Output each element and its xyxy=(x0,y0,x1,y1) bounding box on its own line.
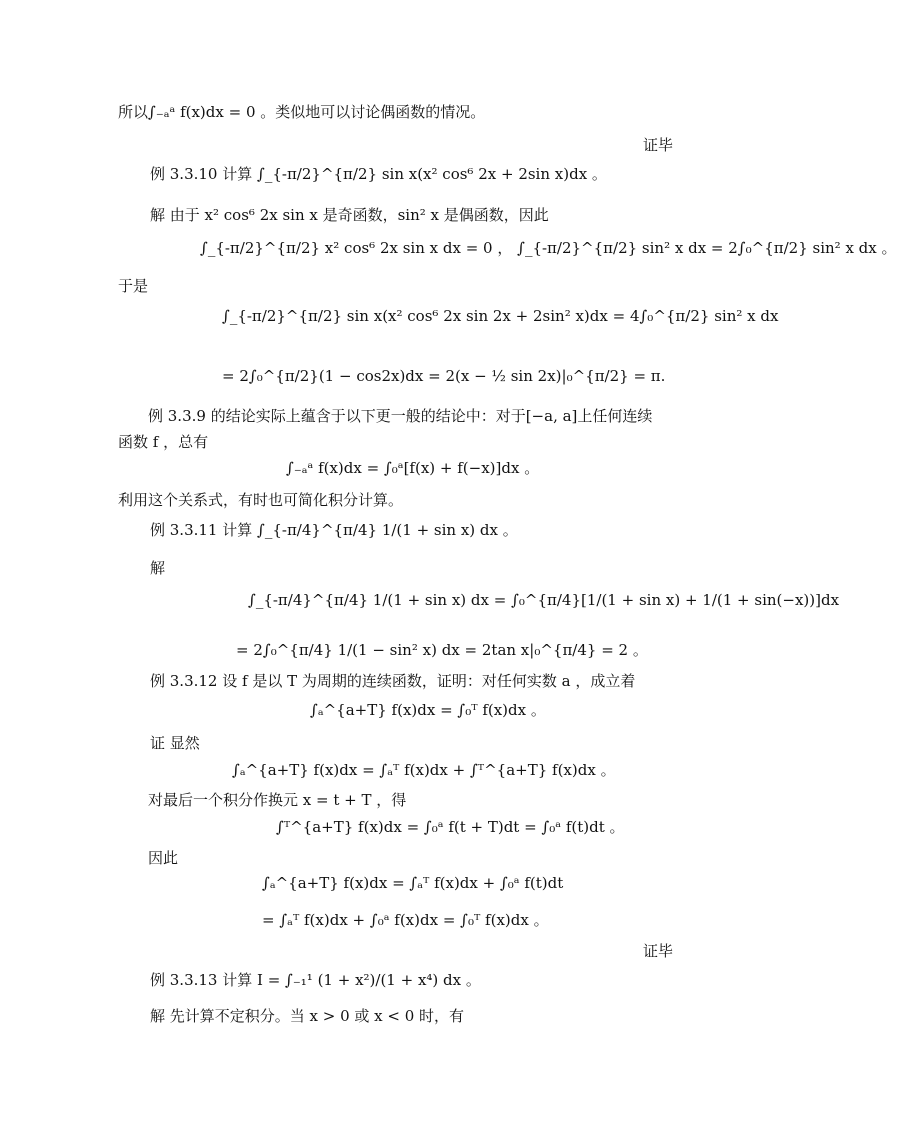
text-line-l21: 对最后一个积分作换元 x = t + T ，得 xyxy=(148,791,407,809)
text-line-l11: ∫₋ₐᵃ f(x)dx = ∫₀ᵃ[f(x) + f(−x)]dx 。 xyxy=(286,459,540,477)
text-line-l01: 所以∫₋ₐᵃ f(x)dx = 0 。类似地可以讨论偶函数的情况。 xyxy=(118,103,486,121)
text-line-l25: = ∫ₐᵀ f(x)dx + ∫₀ᵃ f(x)dx = ∫₀ᵀ f(x)dx 。 xyxy=(262,911,549,929)
text-line-l10: 函数 f ，总有 xyxy=(118,433,209,451)
text-line-l07: ∫_{-π/2}^{π/2} sin x(x² cos⁶ 2x sin 2x + 2sin² x)dx = 4∫₀^{π/2} sin² x dx xyxy=(222,307,779,325)
text-line-l27: 例 3.3.13 计算 I = ∫₋₁¹ (1 + x²)/(1 + x⁴) dx 。 xyxy=(150,971,481,989)
text-line-l08: = 2∫₀^{π/2}(1 − cos2x)dx = 2(x − ½ sin 2x)|₀^{π/2} = π. xyxy=(222,367,666,385)
text-line-l23: 因此 xyxy=(148,849,179,867)
text-line-l24: ∫ₐ^{a+T} f(x)dx = ∫ₐᵀ f(x)dx + ∫₀ᵃ f(t)dt xyxy=(262,874,564,892)
text-line-l14: 解 xyxy=(150,559,166,577)
qed-mark: 证毕 xyxy=(642,136,673,154)
text-line-l19: 证 显然 xyxy=(150,734,200,752)
text-line-l15: ∫_{-π/4}^{π/4} 1/(1 + sin x) dx = ∫₀^{π/4}[1/(1 + sin x) + 1/(1 + sin(−x))]dx xyxy=(248,591,840,609)
text-line-l05: ∫_{-π/2}^{π/2} x² cos⁶ 2x sin x dx = 0 ， ∫_{-π/2}^{π/2} sin² x dx = 2∫₀^{π/2} sin² x dx 。 xyxy=(200,239,897,257)
text-line-l09: 例 3.3.9 的结论实际上蕴含于以下更一般的结论中：对于[−a, a]上任何连续 xyxy=(148,407,653,425)
text-line-l20: ∫ₐ^{a+T} f(x)dx = ∫ₐᵀ f(x)dx + ∫ᵀ^{a+T} f(x)dx 。 xyxy=(232,761,616,779)
text-line-l06: 于是 xyxy=(118,277,149,295)
qed-mark: 证毕 xyxy=(642,942,673,960)
text-line-l18: ∫ₐ^{a+T} f(x)dx = ∫₀ᵀ f(x)dx 。 xyxy=(310,701,546,719)
text-line-l22: ∫ᵀ^{a+T} f(x)dx = ∫₀ᵃ f(t + T)dt = ∫₀ᵃ f(t)dt 。 xyxy=(276,818,625,836)
text-line-l03: 例 3.3.10 计算 ∫_{-π/2}^{π/2} sin x(x² cos⁶ 2x + 2sin x)dx 。 xyxy=(150,165,607,183)
text-line-l17: 例 3.3.12 设 f 是以 T 为周期的连续函数，证明：对任何实数 a ，成立着 xyxy=(150,672,636,690)
text-line-l28: 解 先计算不定积分。当 x > 0 或 x < 0 时，有 xyxy=(150,1007,465,1025)
text-line-l12: 利用这个关系式，有时也可简化积分计算。 xyxy=(118,491,404,509)
text-line-l04: 解 由于 x² cos⁶ 2x sin x 是奇函数，sin² x 是偶函数，因此 xyxy=(150,206,549,224)
text-line-l13: 例 3.3.11 计算 ∫_{-π/4}^{π/4} 1/(1 + sin x) dx 。 xyxy=(150,521,518,539)
text-line-l16: = 2∫₀^{π/4} 1/(1 − sin² x) dx = 2tan x|₀^{π/4} = 2 。 xyxy=(236,641,648,659)
